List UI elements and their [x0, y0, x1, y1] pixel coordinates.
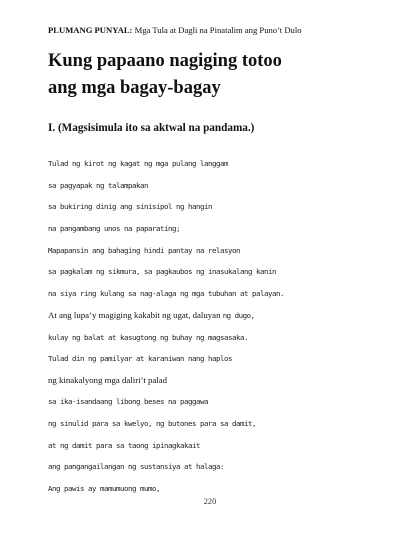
verse-line-segment: At ang lupa’y magiging kakabit ng ugat, daluyan [48, 309, 221, 320]
verse-line: sa ika-isandaang libong beses na paggawa [48, 397, 208, 407]
verse-line: kulay ng balat at kasugtong ng buhay ng magsasaka. [48, 332, 248, 342]
verse-line: Tulad din ng pamilyar at karaniwan nang haplos [48, 354, 232, 363]
poem-title-line-1: Kung papaano nagiging totoo [48, 51, 282, 71]
verse-line: Tulad ng kirot ng kagat ng mga pulang langgam [48, 159, 228, 168]
verse-line: na siya ring kulang sa nag-alaga ng mga tubuhan at palayan. [48, 289, 284, 299]
running-header [48, 25, 302, 35]
verse-line-segment: ng dugo, [222, 310, 255, 320]
verse-line: sa bukiring dinig ang sinisipol ng hangin [48, 202, 212, 212]
verse-line: sa pagkalam ng sikmura, sa pagkaubos ng inasukalang kanin [48, 267, 276, 277]
verse-line: ng sinulid para sa kwelyo, ng butones para sa damit, [48, 419, 256, 429]
section-heading: I. (Magsisimula ito sa aktwal na pandama.) [48, 122, 255, 134]
verse-line: ng kinakalyong mga daliri’t palad [48, 374, 168, 385]
verse-line: sa pagyapak ng talampakan [48, 180, 148, 190]
verse-line: at ng damit para sa taong ipinagkakait [48, 440, 200, 450]
stanza-1 [48, 153, 284, 348]
verse-line [48, 305, 284, 327]
running-header-book-title: PLUMANG PUNYAL: [48, 25, 133, 35]
verse-line: Mapapansin ang bahaging hindi pantay na relasyon [48, 245, 240, 255]
verse-line: Ang pawis ay mamumuong mumo, [48, 484, 160, 494]
running-header-subtitle: Mga Tula at Dagli na Pinatalim ang Puno’t Dulo [134, 25, 302, 35]
stanza-2 [48, 348, 256, 500]
verse-line: na pangambang unos na paparating; [48, 224, 180, 234]
poem-title [48, 48, 282, 102]
page-number: 220 [203, 497, 217, 506]
verse-line: ang pangangailangan ng sustansiya at halaga: [48, 462, 224, 472]
poem-title-line-2: ang mga bagay-bagay [48, 78, 221, 98]
